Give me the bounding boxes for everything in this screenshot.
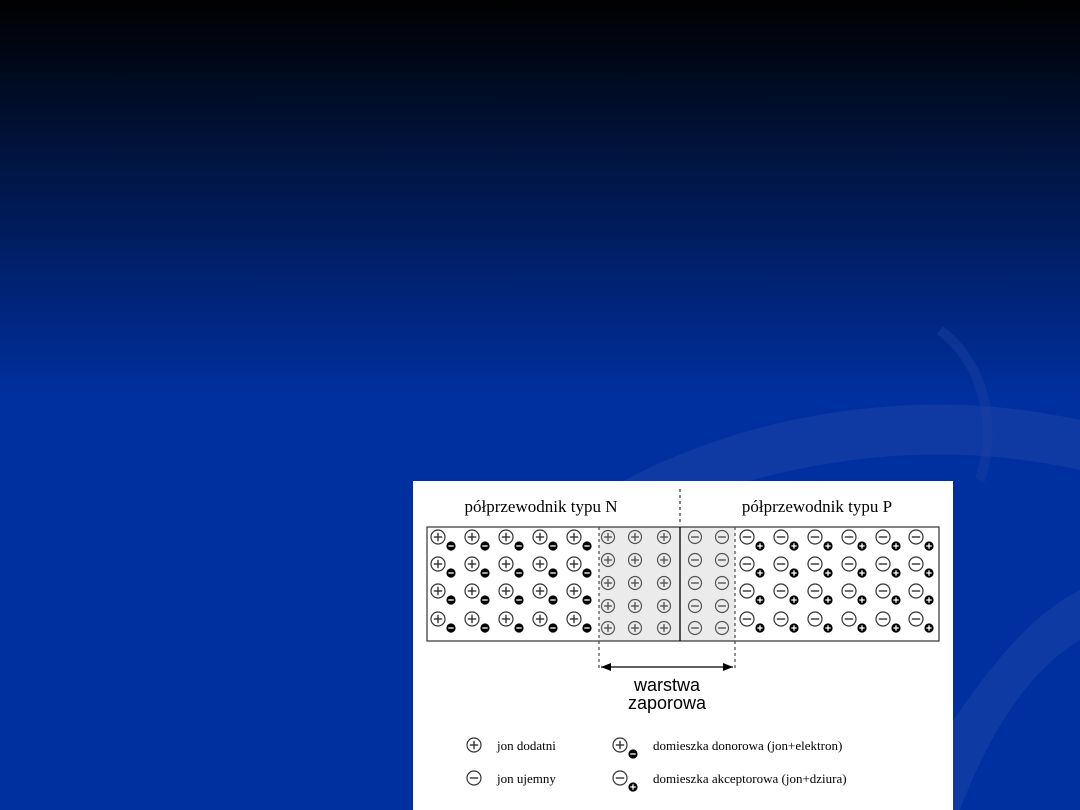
electron (480, 623, 489, 632)
hole-symbol (628, 782, 637, 791)
negative-ion-symbol (467, 771, 481, 785)
hole (755, 595, 764, 604)
hole (823, 595, 832, 604)
donor-ion (533, 530, 547, 544)
acceptor-ion (774, 584, 788, 598)
positive-ion (629, 577, 642, 590)
hole (924, 568, 933, 577)
positive-ion (629, 531, 642, 544)
acceptor-ion (774, 530, 788, 544)
hole (823, 623, 832, 632)
hole (755, 541, 764, 550)
electron (582, 568, 591, 577)
hole (755, 623, 764, 632)
legend-negative-ion-icon (467, 771, 481, 785)
donor-ion (499, 530, 513, 544)
negative-ion (689, 622, 702, 635)
acceptor-ion (808, 557, 822, 571)
legend-negative-ion-label: jon ujemny (497, 771, 556, 786)
negative-ion (689, 577, 702, 590)
negative-ion (716, 554, 729, 567)
donor-ion (567, 612, 581, 626)
donor-ion (499, 612, 513, 626)
acceptor-ion (842, 584, 856, 598)
donor-ion-symbol (613, 738, 627, 752)
hole (857, 623, 866, 632)
acceptor-ion (909, 530, 923, 544)
electron (548, 541, 557, 550)
positive-ion (602, 554, 615, 567)
positive-ion (602, 600, 615, 613)
legend-acceptor-icon (613, 771, 638, 792)
electron (514, 541, 523, 550)
acceptor-ion (909, 557, 923, 571)
legend-positive-ion-label: jon dodatni (497, 738, 556, 753)
acceptor-ion (842, 557, 856, 571)
acceptor-ion (876, 557, 890, 571)
p-type-label: półprzewodnik typu P (741, 497, 893, 516)
acceptor-ion (909, 612, 923, 626)
hole (891, 623, 900, 632)
negative-ion (716, 600, 729, 613)
depletion-label-line1: warstwa (633, 675, 701, 695)
hole (891, 541, 900, 550)
acceptor-ion (774, 612, 788, 626)
acceptor-ion (740, 584, 754, 598)
electron (514, 623, 523, 632)
negative-ion (716, 577, 729, 590)
positive-ion (658, 600, 671, 613)
negative-ion (716, 531, 729, 544)
depletion-width-arrow (601, 663, 733, 671)
positive-ion (602, 577, 615, 590)
electron (446, 541, 455, 550)
hole (924, 623, 933, 632)
electron (514, 595, 523, 604)
electron (548, 568, 557, 577)
acceptor-ion (876, 612, 890, 626)
positive-ion (658, 577, 671, 590)
hole (891, 568, 900, 577)
acceptor-ion (808, 612, 822, 626)
hole (755, 568, 764, 577)
acceptor-ion (808, 530, 822, 544)
donor-ion (567, 557, 581, 571)
electron (582, 541, 591, 550)
electron (480, 568, 489, 577)
hole (924, 541, 933, 550)
hole (789, 541, 798, 550)
hole (823, 568, 832, 577)
electron (446, 568, 455, 577)
hole (789, 595, 798, 604)
electron (548, 595, 557, 604)
donor-ion (465, 584, 479, 598)
depletion-label-line2: zaporowa (627, 693, 707, 713)
positive-ion (629, 622, 642, 635)
legend-positive-ion-icon (467, 738, 481, 752)
donor-ion (533, 612, 547, 626)
hole (823, 541, 832, 550)
acceptor-ion (740, 557, 754, 571)
donor-ion (431, 530, 445, 544)
pn-junction-figure (413, 481, 953, 810)
donor-ion (567, 584, 581, 598)
acceptor-ion (842, 612, 856, 626)
electron (446, 623, 455, 632)
acceptor-ion (876, 584, 890, 598)
acceptor-ion (842, 530, 856, 544)
positive-ion (658, 622, 671, 635)
electron (480, 541, 489, 550)
negative-ion (716, 622, 729, 635)
positive-ion (602, 622, 615, 635)
donor-ion (499, 557, 513, 571)
acceptor-ion (876, 530, 890, 544)
donor-ion (431, 612, 445, 626)
negative-ion (689, 531, 702, 544)
positive-ion (629, 600, 642, 613)
legend (467, 738, 847, 792)
positive-ion (602, 531, 615, 544)
legend-donor-label: domieszka donorowa (jon+elektron) (653, 738, 843, 753)
pn-junction-diagram (413, 481, 953, 810)
negative-ion (689, 554, 702, 567)
legend-acceptor-label: domieszka akceptorowa (jon+dziura) (653, 771, 847, 786)
electron (514, 568, 523, 577)
legend-donor-icon (613, 738, 638, 759)
positive-ion-symbol (467, 738, 481, 752)
electron (446, 595, 455, 604)
donor-ion (533, 584, 547, 598)
electron (582, 595, 591, 604)
donor-ion (533, 557, 547, 571)
negative-ion (689, 600, 702, 613)
positive-ion (658, 531, 671, 544)
acceptor-ion (774, 557, 788, 571)
hole (857, 595, 866, 604)
electron (548, 623, 557, 632)
hole (789, 568, 798, 577)
hole (857, 568, 866, 577)
electron-symbol (628, 749, 637, 758)
donor-ion (465, 612, 479, 626)
positive-ion (629, 554, 642, 567)
donor-ion (465, 557, 479, 571)
donor-ion (431, 557, 445, 571)
acceptor-ion-symbol (613, 771, 627, 785)
hole (857, 541, 866, 550)
donor-ion (567, 530, 581, 544)
hole (924, 595, 933, 604)
hole (789, 623, 798, 632)
n-type-label: półprzewodnik typu N (464, 497, 618, 516)
acceptor-ion (740, 530, 754, 544)
positive-ion (658, 554, 671, 567)
acceptor-ion (909, 584, 923, 598)
donor-ion (465, 530, 479, 544)
donor-ion (431, 584, 445, 598)
acceptor-ion (808, 584, 822, 598)
donor-ion (499, 584, 513, 598)
electron (480, 595, 489, 604)
acceptor-ion (740, 612, 754, 626)
electron (582, 623, 591, 632)
hole (891, 595, 900, 604)
